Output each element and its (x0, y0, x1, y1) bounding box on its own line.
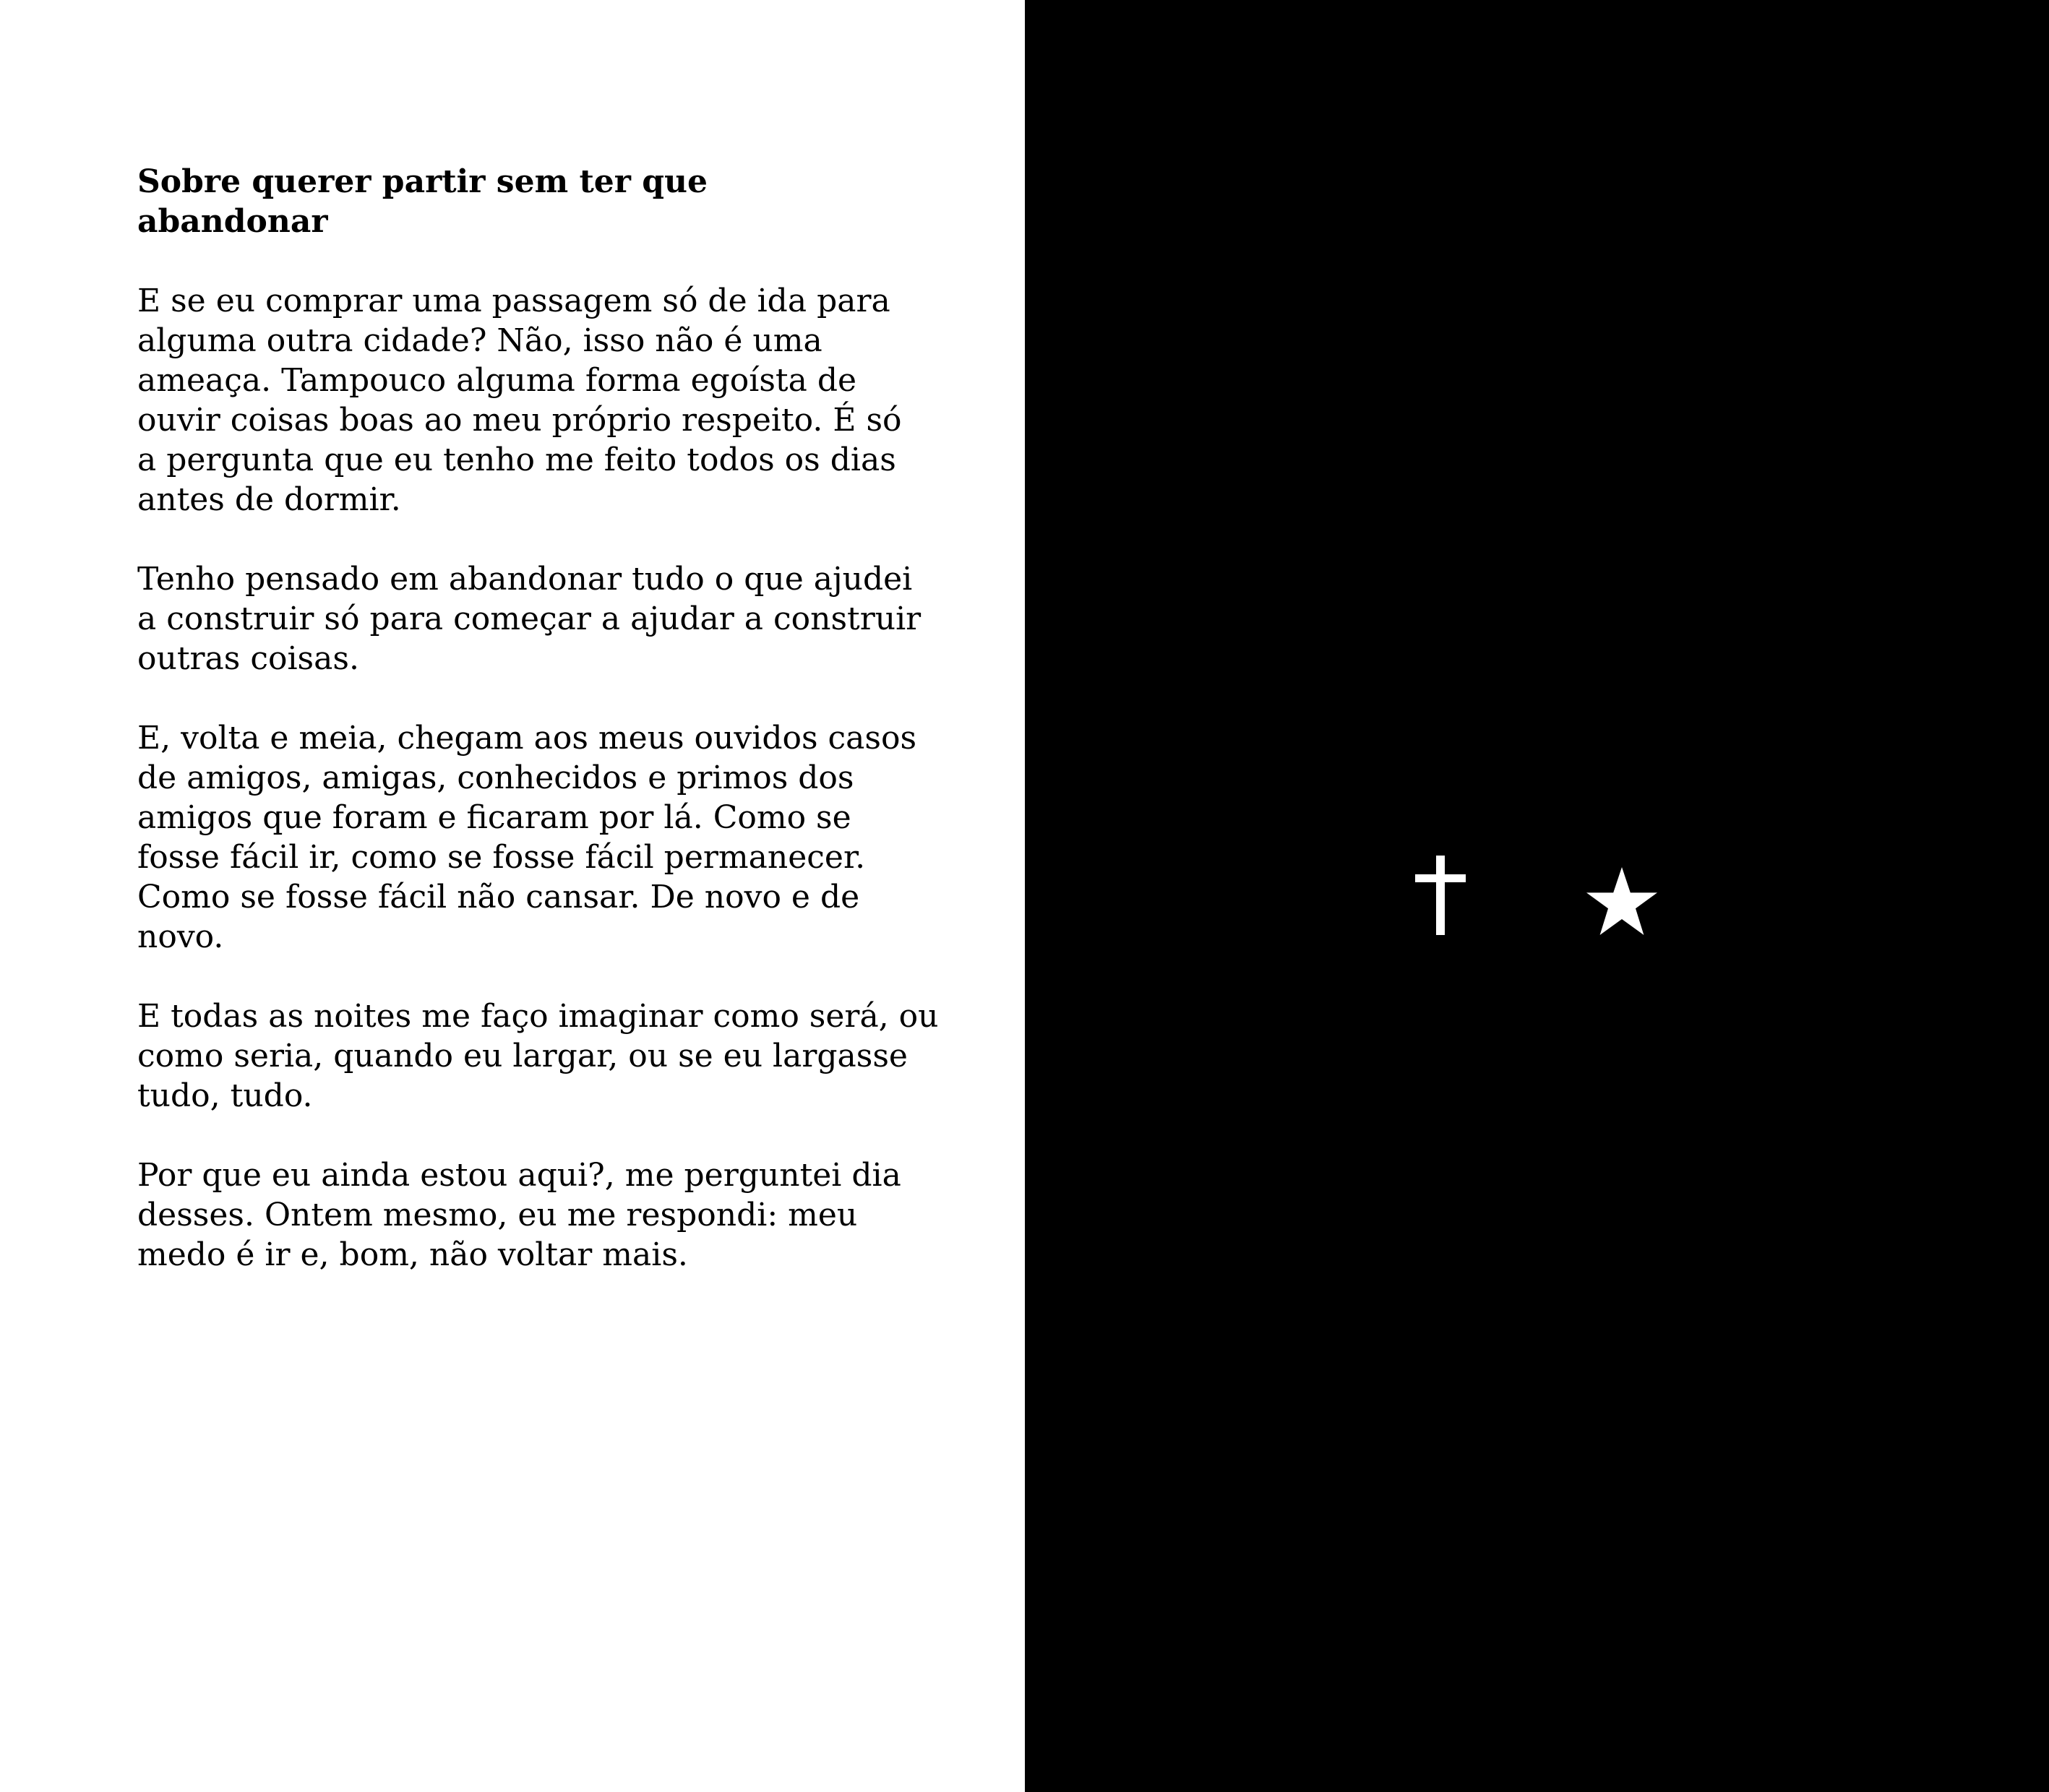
text-line: E, volta e meia, chegam aos meus ouvidos casos (137, 720, 917, 757)
text-line: Como se fosse fácil não cansar. De novo e de (137, 879, 860, 916)
page-title (137, 162, 882, 241)
text-line: alguma outra cidade? Não, isso não é uma (137, 322, 822, 359)
text-line: fosse fácil ir, como se fosse fácil permanecer. (137, 839, 866, 876)
cross-icon (1415, 856, 1466, 935)
paragraph-1 (137, 281, 902, 520)
text-line: novo. (137, 918, 224, 955)
text-line: a construir só para começar a ajudar a construir (137, 600, 922, 637)
text-line: como seria, quando eu largar, ou se eu largasse (137, 1038, 908, 1074)
text-line: E se eu comprar uma passagem só de ida para (137, 283, 890, 319)
title-line: Sobre querer partir sem ter que (137, 163, 708, 200)
title-line: abandonar (137, 203, 328, 240)
text-line: E todas as noites me faço imaginar como será, ou (137, 998, 939, 1035)
text-line: Tenho pensado em abandonar tudo o que ajudei (137, 561, 913, 598)
paragraph-3 (137, 718, 917, 957)
text-line: Por que eu ainda estou aqui?, me perguntei dia (137, 1157, 901, 1194)
paragraph-5 (137, 1155, 901, 1275)
text-line: ameaça. Tampouco alguma forma egoísta de (137, 362, 857, 399)
right-page (1025, 0, 2049, 1792)
text-line: ouvir coisas boas ao meu próprio respeito. É só (137, 402, 902, 439)
text-line: de amigos, amigas, conhecidos e primos dos (137, 759, 854, 796)
text-line: outras coisas. (137, 640, 359, 677)
text-block (137, 162, 939, 1314)
text-line: amigos que foram e ficaram por lá. Como se (137, 799, 851, 836)
paragraph-2 (137, 559, 922, 679)
text-line: antes de dormir. (137, 481, 401, 518)
star-icon (1586, 867, 1658, 936)
text-line: a pergunta que eu tenho me feito todos os dias (137, 441, 896, 478)
text-line: tudo, tudo. (137, 1077, 313, 1114)
text-line: desses. Ontem mesmo, eu me respondi: meu (137, 1197, 858, 1233)
text-line: medo é ir e, bom, não voltar mais. (137, 1236, 688, 1273)
paragraph-4 (137, 996, 939, 1116)
